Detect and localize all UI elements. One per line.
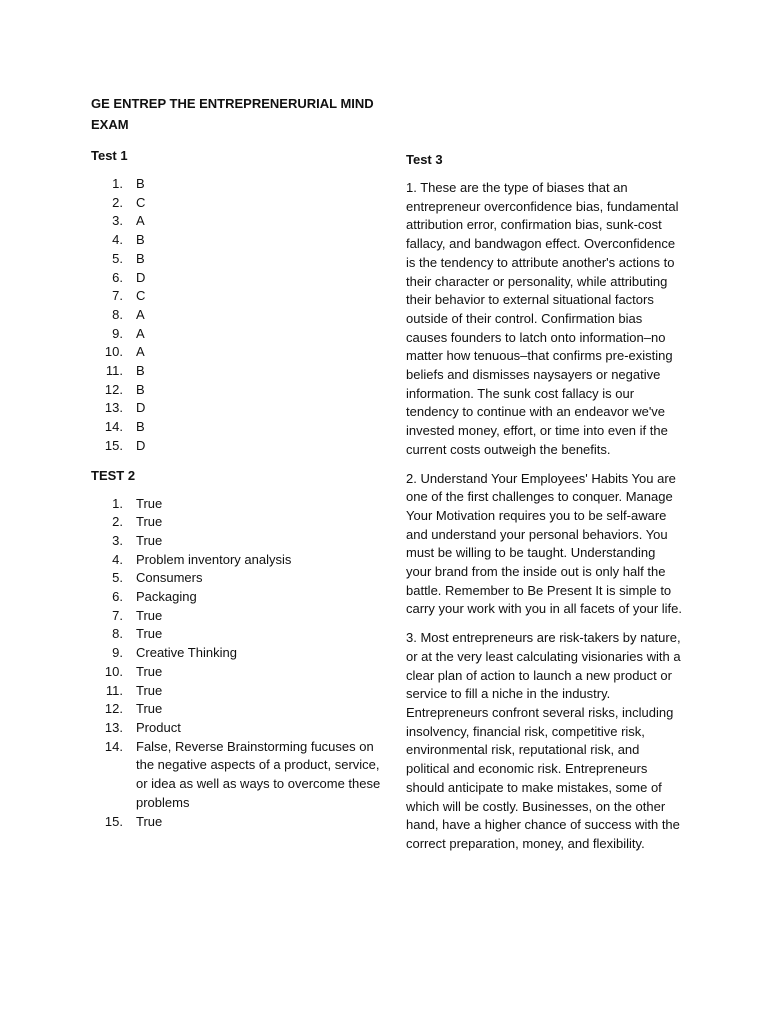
list-item: 15. True: [104, 813, 163, 829]
list-item: 3. A: [112, 213, 145, 229]
list-item: 10. A: [104, 344, 145, 360]
list-item: 4. Problem inventory analysis: [112, 551, 292, 567]
test2-answer-list: [91, 495, 381, 832]
list-item: 13. D: [104, 400, 146, 416]
list-item: 5. B: [112, 250, 145, 266]
test1-heading: Test 1: [91, 148, 128, 163]
list-item: 11. B: [105, 363, 145, 379]
test3-answer-3: 3. Most entrepreneurs are risk-takers by nature, or at the very least calculating visionaries with a clear plan of action to launch a new product or service to fill a niche in the industry. Entrepreneurs confront several risks, including insolvency, financial risk, competitive risk, environmental risk, reputational risk, and political and economic risk. Entrepreneurs should anticipate to make mistakes, some of which will be costly. Businesses, on the other hand, have a higher chance of success with the correct preparation, money, and flexibility.: [406, 630, 681, 851]
list-item: 7. True: [112, 607, 163, 623]
list-item: 13. Product: [104, 719, 181, 735]
list-item: 3. True: [112, 532, 163, 548]
test1-answer-list: [91, 175, 381, 456]
left-column: [91, 93, 381, 841]
test3-answer-1: 1. These are the type of biases that an entrepreneur overconfidence bias, fundamental attribution error, confirmation bias, sunk-cost fallacy, and bandwagon effect. Overconfidence is the tendency to attribute another's actions to their character or personality, while attributing their behavior to external situational factors outside of their control. Confirmation bias causes founders to latch onto information–no matter how tenuous–that confirms pre-existing beliefs and dismisses naysayers or negative information. The sunk cost fallacy is our tendency to continue with an endeavor we've invested money, effort, or time into even if the current costs outweigh the benefits.: [406, 180, 679, 457]
title-line-1: GE ENTREP THE ENTREPRENERURIAL MIND: [91, 96, 374, 111]
list-item: 4. B: [112, 232, 145, 248]
list-item: 8. A: [112, 306, 145, 322]
test3-heading: Test 3: [406, 152, 443, 167]
list-item: 5. Consumers: [112, 570, 203, 586]
list-item: 2. C: [112, 194, 146, 210]
list-item: 1. B: [112, 176, 145, 191]
title-line-2: EXAM: [91, 117, 129, 132]
list-item: 14. False, Reverse Brainstorming fucuses on the negative aspects of a product, service, or idea as well as ways to overcome these problems: [104, 738, 381, 810]
list-item: 8. True: [112, 626, 163, 642]
list-item: 10. True: [104, 663, 163, 679]
list-item: 1. True: [112, 495, 163, 511]
list-item: 12. True: [104, 701, 163, 717]
list-item: 15. D: [104, 437, 146, 453]
list-item: 2. True: [112, 514, 163, 530]
list-item: 9. A: [112, 325, 145, 341]
list-item: 6. Packaging: [112, 589, 197, 605]
list-item: 9. Creative Thinking: [112, 645, 237, 661]
document-title: [91, 93, 381, 135]
list-item: 11. True: [105, 682, 163, 698]
test2-heading: TEST 2: [91, 467, 136, 483]
list-item: 12. B: [104, 381, 145, 397]
test3-answer-2: 2. Understand Your Employees' Habits You are one of the first challenges to conquer. Manage Your Motivation requires you to be self-aware and understand your personal behaviors. You must be willing to be taught. Understanding your brand from the inside out is only half the battle. Remember to Be Present It is simple to carry your work with you in all facets of your life.: [406, 470, 682, 617]
right-column: [406, 150, 682, 864]
list-item: 6. D: [112, 269, 146, 285]
list-item: 7. C: [112, 288, 146, 304]
list-item: 14. B: [104, 419, 145, 435]
